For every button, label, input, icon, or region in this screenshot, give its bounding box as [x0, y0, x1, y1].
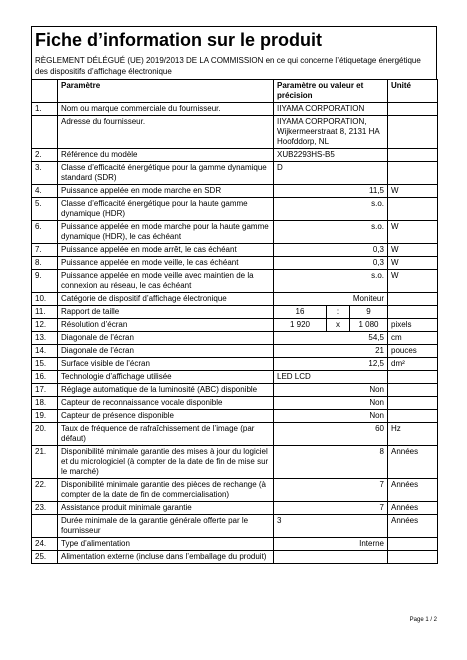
table-row [32, 244, 438, 257]
table-row [32, 410, 438, 423]
row-unit: W [388, 257, 438, 270]
row-label: Disponibilité minimale garantie des pièces de rechange (à compter de la date de fin de commercialisation) [58, 479, 274, 502]
table-row [32, 332, 438, 345]
table-row [32, 446, 438, 479]
table-row [32, 384, 438, 397]
row-number: 7. [32, 244, 58, 257]
row-unit [388, 397, 438, 410]
row-unit: W [388, 270, 438, 293]
row-label: Puissance appelée en mode marche pour la haute gamme dynamique (HDR), le cas échéant [58, 221, 274, 244]
row-label: Puissance appelée en mode veille, le cas échéant [58, 257, 274, 270]
row-unit: Hz [388, 423, 438, 446]
row-label: Diagonale de l’écran [58, 345, 274, 358]
table-row [32, 270, 438, 293]
row-unit [388, 149, 438, 162]
row-number: 20. [32, 423, 58, 446]
row-label: Durée minimale de la garantie générale offerte par le fournisseur [58, 515, 274, 538]
row-label: Assistance produit minimale garantie [58, 502, 274, 515]
row-number: 25. [32, 551, 58, 564]
value-separator: x [327, 319, 350, 331]
table-row [32, 551, 438, 564]
row-value: 21 [274, 345, 388, 358]
row-value: XUB2293HS-B5 [274, 149, 388, 162]
row-value: D [274, 162, 388, 185]
row-value: 7 [274, 502, 388, 515]
row-value: IIYAMA CORPORATION [274, 103, 388, 116]
row-value-pair [274, 306, 388, 319]
row-value: Non [274, 410, 388, 423]
row-value: s.o. [274, 270, 388, 293]
row-value: 3 [274, 515, 388, 538]
row-unit: dm² [388, 358, 438, 371]
table-row [32, 198, 438, 221]
row-label: Capteur de présence disponible [58, 410, 274, 423]
info-table [31, 79, 438, 564]
regulation-subtitle: RÈGLEMENT DÉLÉGUÉ (UE) 2019/2013 DE LA COMMISSION en ce qui concerne l’étiquetage énergétique des dispositifs d’affichage électronique [35, 56, 421, 76]
value-separator: : [327, 306, 350, 318]
row-label: Réglage automatique de la luminosité (ABC) disponible [58, 384, 274, 397]
row-unit: Années [388, 446, 438, 479]
row-value [274, 551, 388, 564]
row-number: 5. [32, 198, 58, 221]
table-body [32, 103, 438, 564]
row-unit [388, 538, 438, 551]
row-number: 22. [32, 479, 58, 502]
value-part-1: 1 920 [274, 319, 327, 331]
row-label: Technologie d’affichage utilisée [58, 371, 274, 384]
table-row [32, 221, 438, 244]
row-value: 8 [274, 446, 388, 479]
table-row [32, 358, 438, 371]
row-number: 1. [32, 103, 58, 116]
row-number: 10. [32, 293, 58, 306]
row-number: 16. [32, 371, 58, 384]
row-value: LED LCD [274, 371, 388, 384]
row-number: 11. [32, 306, 58, 319]
row-value: s.o. [274, 221, 388, 244]
row-label: Taux de fréquence de rafraîchissement de l’image (par défaut) [58, 423, 274, 446]
row-number: 8. [32, 257, 58, 270]
row-number: 2. [32, 149, 58, 162]
row-number: 9. [32, 270, 58, 293]
row-number: 24. [32, 538, 58, 551]
table-row [32, 515, 438, 538]
row-unit: W [388, 221, 438, 244]
row-label: Puissance appelée en mode arrêt, le cas échéant [58, 244, 274, 257]
row-number: 15. [32, 358, 58, 371]
row-label: Classe d’efficacité énergétique pour la haute gamme dynamique (HDR) [58, 198, 274, 221]
row-value: 12,5 [274, 358, 388, 371]
row-label: Type d’alimentation [58, 538, 274, 551]
row-label: Diagonale de l’écran [58, 332, 274, 345]
table-row [32, 293, 438, 306]
row-value: 54,5 [274, 332, 388, 345]
page-number: Page 1 / 2 [409, 617, 437, 623]
row-unit [388, 551, 438, 564]
table-row [32, 162, 438, 185]
table-row [32, 345, 438, 358]
table-row [32, 116, 438, 149]
table-row [32, 538, 438, 551]
table-row [32, 103, 438, 116]
row-number [32, 116, 58, 149]
row-label: Résolution d’écran [58, 319, 274, 332]
table-row [32, 479, 438, 502]
row-unit: pixels [388, 319, 438, 332]
row-number: 21. [32, 446, 58, 479]
header-box [31, 26, 437, 79]
table-row [32, 306, 438, 319]
row-number [32, 515, 58, 538]
row-number: 18. [32, 397, 58, 410]
table-row [32, 257, 438, 270]
row-unit [388, 410, 438, 423]
table-row [32, 319, 438, 332]
table-row [32, 397, 438, 410]
row-value-pair [274, 319, 388, 332]
row-value: 11,5 [274, 185, 388, 198]
table-row [32, 423, 438, 446]
row-unit: Années [388, 515, 438, 538]
row-number: 13. [32, 332, 58, 345]
row-number: 3. [32, 162, 58, 185]
row-unit [388, 306, 438, 319]
row-value: 0,3 [274, 257, 388, 270]
row-value: IIYAMA CORPORATION, Wijkermeerstraat 8, 2131 HA Hoofddorp, NL [274, 116, 388, 149]
row-unit: Années [388, 502, 438, 515]
table-row [32, 502, 438, 515]
row-unit: pouces [388, 345, 438, 358]
row-unit: Années [388, 479, 438, 502]
row-number: 23. [32, 502, 58, 515]
row-unit [388, 162, 438, 185]
row-value: 0,3 [274, 244, 388, 257]
row-label: Classe d’efficacité énergétique pour la gamme dynamique standard (SDR) [58, 162, 274, 185]
row-unit [388, 103, 438, 116]
product-sheet [31, 26, 437, 564]
row-value: Moniteur [274, 293, 388, 306]
row-value: Non [274, 397, 388, 410]
row-unit [388, 198, 438, 221]
row-label: Disponibilité minimale garantie des mises à jour du logiciel et du micrologiciel (à compter de la date de fin de mise sur le marché) [58, 446, 274, 479]
row-label: Puissance appelée en mode marche en SDR [58, 185, 274, 198]
row-value: 60 [274, 423, 388, 446]
row-label: Surface visible de l’écran [58, 358, 274, 371]
row-label: Puissance appelée en mode veille avec maintien de la connexion au réseau, le cas échéant [58, 270, 274, 293]
value-part-2: 1 080 [358, 320, 379, 329]
row-label: Capteur de reconnaissance vocale disponible [58, 397, 274, 410]
row-label: Catégorie de dispositif d’affichage électronique [58, 293, 274, 306]
row-number: 19. [32, 410, 58, 423]
row-number: 12. [32, 319, 58, 332]
table-row [32, 371, 438, 384]
row-unit [388, 384, 438, 397]
row-unit [388, 371, 438, 384]
row-number: 14. [32, 345, 58, 358]
table-row [32, 149, 438, 162]
row-label: Rapport de taille [58, 306, 274, 319]
row-number: 6. [32, 221, 58, 244]
table-row [32, 185, 438, 198]
header-param: Paramètre [58, 80, 274, 103]
row-number: 4. [32, 185, 58, 198]
page-title: Fiche d’information sur le produit [35, 30, 323, 50]
row-unit: W [388, 244, 438, 257]
header-num [32, 80, 58, 103]
row-unit: cm [388, 332, 438, 345]
row-label: Nom ou marque commerciale du fournisseur. [58, 103, 274, 116]
row-value: Non [274, 384, 388, 397]
row-label: Référence du modèle [58, 149, 274, 162]
row-unit [388, 116, 438, 149]
header-unit: Unité [388, 80, 438, 103]
row-unit: W [388, 185, 438, 198]
row-number: 17. [32, 384, 58, 397]
row-value: Interne [274, 538, 388, 551]
row-value: 7 [274, 479, 388, 502]
table-header-row [32, 80, 438, 103]
row-label: Alimentation externe (incluse dans l’emballage du produit) [58, 551, 274, 564]
row-value: s.o. [274, 198, 388, 221]
value-part-1: 16 [274, 306, 327, 318]
header-value: Paramètre ou valeur et précision [274, 80, 388, 103]
row-unit [388, 293, 438, 306]
value-part-2: 9 [366, 307, 371, 316]
row-label: Adresse du fournisseur. [58, 116, 274, 149]
